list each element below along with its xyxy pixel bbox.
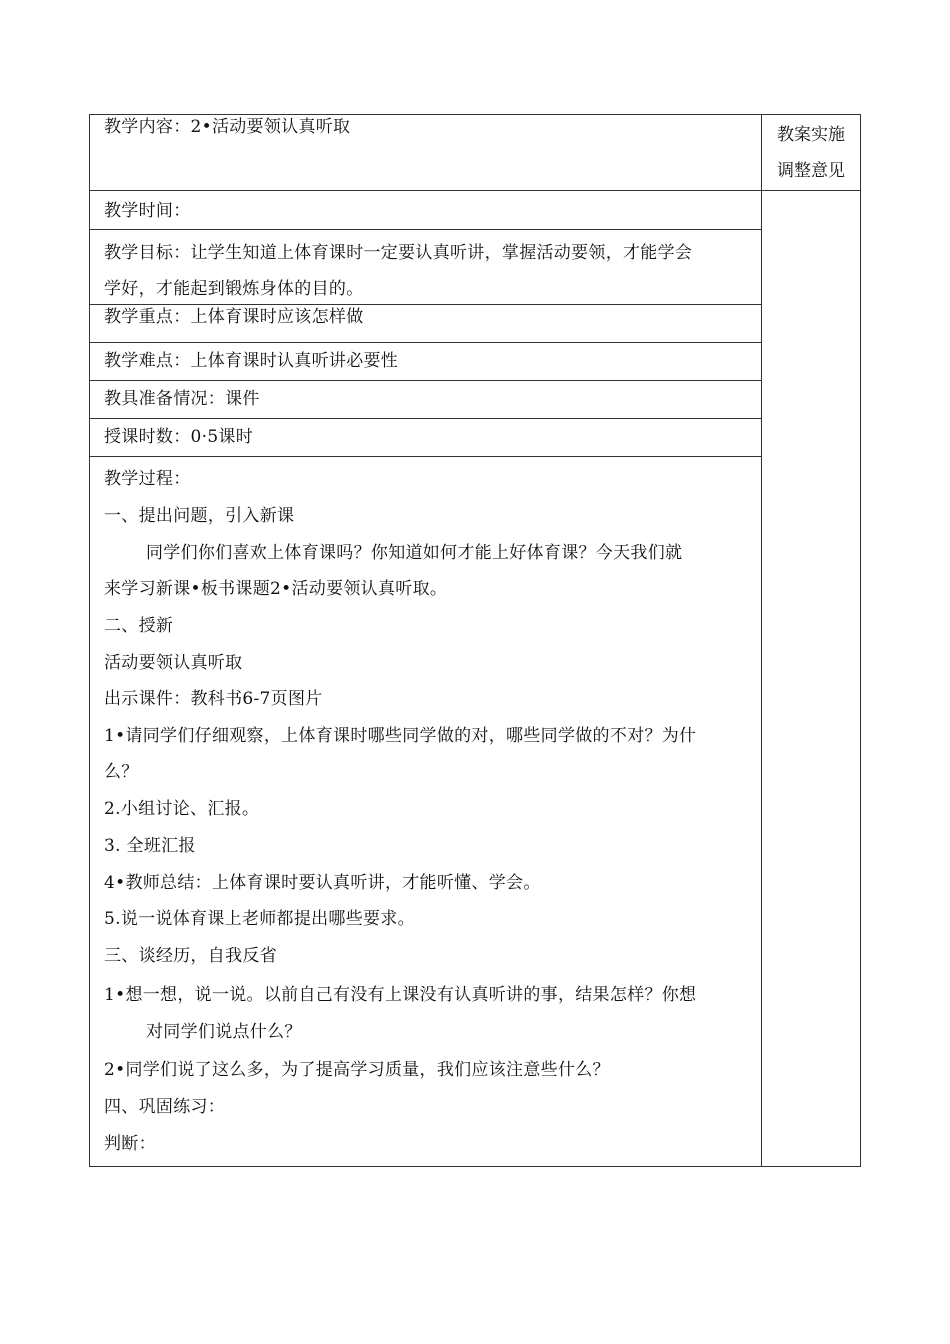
section3-heading: 三、谈经历，自我反省 <box>104 946 277 966</box>
table-border-top <box>89 114 861 115</box>
row-divider-materials <box>89 418 762 419</box>
row-divider-hours <box>89 456 762 457</box>
teaching-goal-line1: 教学目标：让学生知道上体育课时一定要认真听讲，掌握活动要领，才能学会 <box>104 243 693 263</box>
section4-heading: 四、巩固练习： <box>104 1097 226 1117</box>
teaching-hours: 授课时数：0·5课时 <box>104 427 254 447</box>
section2-subtitle: 活动要领认真听取 <box>104 653 243 673</box>
section1-paragraph-line1: 同学们你们喜欢上体育课吗？你知道如何才能上好体育课？今天我们就 <box>146 543 683 563</box>
section2-item4: 4•教师总结：上体育课时要认真听讲，才能听懂、学会。 <box>104 873 541 893</box>
teaching-difficulty: 教学难点：上体育课时认真听讲必要性 <box>104 351 399 371</box>
table-border-left <box>89 114 90 1167</box>
process-title: 教学过程： <box>104 469 191 489</box>
teaching-time: 教学时间： <box>104 201 191 221</box>
table-column-divider <box>761 114 762 1167</box>
section1-paragraph-line2: 来学习新课•板书课题2•活动要领认真听取。 <box>104 579 448 599</box>
teaching-content: 教学内容：2•活动要领认真听取 <box>104 117 351 137</box>
section2-heading: 二、授新 <box>104 616 174 636</box>
section2-item1-line2: 么？ <box>104 762 139 782</box>
section4-judge: 判断： <box>104 1134 156 1154</box>
section2-show-courseware: 出示课件：教科书6-7页图片 <box>104 689 323 709</box>
section2-item5: 5.说一说体育课上老师都提出哪些要求。 <box>104 909 415 929</box>
side-column-title-line2: 调整意见 <box>777 161 845 181</box>
row-divider-content <box>89 190 861 191</box>
teaching-key-point: 教学重点：上体育课时应该怎样做 <box>104 307 364 327</box>
section1-heading: 一、提出问题，引入新课 <box>104 506 295 526</box>
side-column-title-line1: 教案实施 <box>777 125 845 145</box>
row-divider-time <box>89 229 762 230</box>
table-border-right <box>860 114 861 1167</box>
section2-item1-line1: 1•请同学们仔细观察，上体育课时哪些同学做的对，哪些同学做的不对？为什 <box>104 726 697 746</box>
section2-item2: 2.小组讨论、汇报。 <box>104 799 260 819</box>
table-border-bottom <box>89 1166 861 1167</box>
section3-item1-line1: 1•想一想，说一说。以前自己有没有上课没有认真听讲的事，结果怎样？你想 <box>104 985 697 1005</box>
teaching-goal-line2: 学好，才能起到锻炼身体的目的。 <box>104 279 364 299</box>
section3-item1-line2: 对同学们说点什么？ <box>146 1022 302 1042</box>
row-divider-difficulty <box>89 380 762 381</box>
row-divider-goal <box>89 304 762 305</box>
section2-item3: 3. 全班汇报 <box>104 836 196 856</box>
teaching-materials: 教具准备情况：课件 <box>104 389 260 409</box>
section3-item2: 2•同学们说了这么多，为了提高学习质量，我们应该注意些什么？ <box>104 1060 610 1080</box>
row-divider-key-point <box>89 342 762 343</box>
